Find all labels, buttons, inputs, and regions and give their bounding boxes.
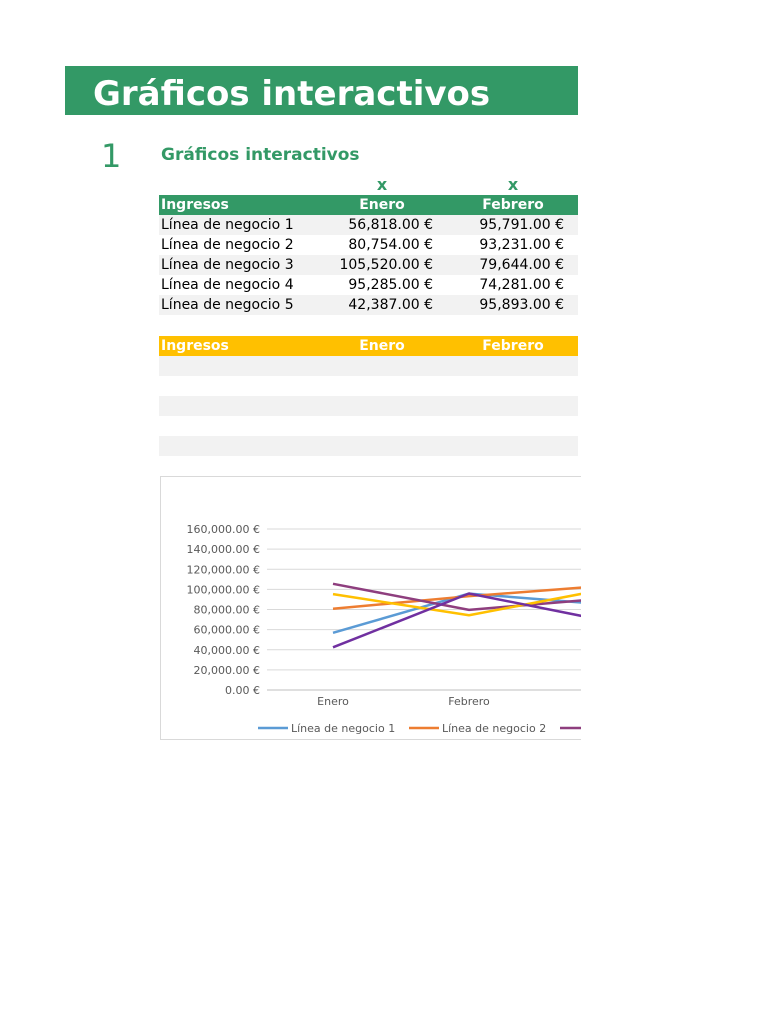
table-row[interactable] xyxy=(159,436,578,456)
table-row[interactable] xyxy=(159,396,578,416)
header-ingresos[interactable]: Ingresos xyxy=(161,197,229,213)
row-label[interactable]: Línea de negocio 2 xyxy=(161,237,294,253)
y-tick-label: 80,000.00 € xyxy=(193,603,260,617)
marker-febrero[interactable]: x xyxy=(507,175,519,194)
table-row[interactable] xyxy=(159,295,578,315)
cell-febrero[interactable]: 93,231.00 € xyxy=(479,237,564,253)
header-febrero[interactable]: Febrero xyxy=(482,197,544,213)
header-enero[interactable]: Enero xyxy=(359,197,405,213)
table-row[interactable] xyxy=(159,376,578,396)
cell-enero[interactable]: 105,520.00 € xyxy=(339,257,433,273)
y-tick-label: 40,000.00 € xyxy=(193,643,260,657)
row-label[interactable]: Línea de negocio 3 xyxy=(161,257,294,273)
y-tick-label: 0.00 € xyxy=(225,684,260,697)
revenue-table xyxy=(159,195,578,315)
series-line xyxy=(333,589,581,615)
header-febrero[interactable]: Febrero xyxy=(482,338,544,354)
cell-febrero[interactable]: 95,893.00 € xyxy=(479,297,564,313)
section-number: 1 xyxy=(101,137,122,175)
column-markers xyxy=(159,174,578,194)
cell-febrero[interactable]: 79,644.00 € xyxy=(479,257,564,273)
table-row[interactable] xyxy=(159,235,578,255)
table-header-row xyxy=(159,195,578,215)
cell-enero[interactable]: 56,818.00 € xyxy=(348,217,433,233)
marker-enero[interactable]: x xyxy=(376,175,388,194)
line-chart[interactable] xyxy=(160,476,581,740)
page-title: Gráficos interactivos xyxy=(93,74,491,114)
cell-enero[interactable]: 42,387.00 € xyxy=(348,297,433,313)
cell-febrero[interactable]: 95,791.00 € xyxy=(479,217,564,233)
cell-enero[interactable]: 80,754.00 € xyxy=(348,237,433,253)
table-row[interactable] xyxy=(159,255,578,275)
row-label[interactable]: Línea de negocio 1 xyxy=(161,217,294,233)
row-label[interactable]: Línea de negocio 5 xyxy=(161,297,294,313)
cell-enero[interactable]: 95,285.00 € xyxy=(348,277,433,293)
legend-label: Línea de negocio 2 xyxy=(442,722,547,735)
table-row[interactable] xyxy=(159,356,578,376)
table-row[interactable] xyxy=(159,275,578,295)
y-tick-label: 20,000.00 € xyxy=(193,663,260,677)
title-banner xyxy=(65,66,578,115)
header-ingresos[interactable]: Ingresos xyxy=(161,338,229,354)
legend-label: Línea de negocio 1 xyxy=(291,722,396,735)
y-tick-label: 140,000.00 € xyxy=(186,543,260,557)
y-tick-label: 160,000.00 € xyxy=(186,523,260,536)
y-tick-label: 120,000.00 € xyxy=(186,563,260,577)
section-title: Gráficos interactivos xyxy=(161,145,360,165)
x-tick-label: Febrero xyxy=(448,695,490,708)
chart-source-table xyxy=(159,336,578,456)
table-row[interactable] xyxy=(159,416,578,436)
y-tick-label: 60,000.00 € xyxy=(193,623,260,637)
table-header-row xyxy=(159,336,578,356)
y-tick-label: 100,000.00 € xyxy=(186,583,260,597)
chart-svg xyxy=(161,477,581,739)
cell-febrero[interactable]: 74,281.00 € xyxy=(479,277,564,293)
table-row[interactable] xyxy=(159,215,578,235)
x-tick-label: Enero xyxy=(317,695,349,708)
row-label[interactable]: Línea de negocio 4 xyxy=(161,277,294,293)
header-enero[interactable]: Enero xyxy=(359,338,405,354)
